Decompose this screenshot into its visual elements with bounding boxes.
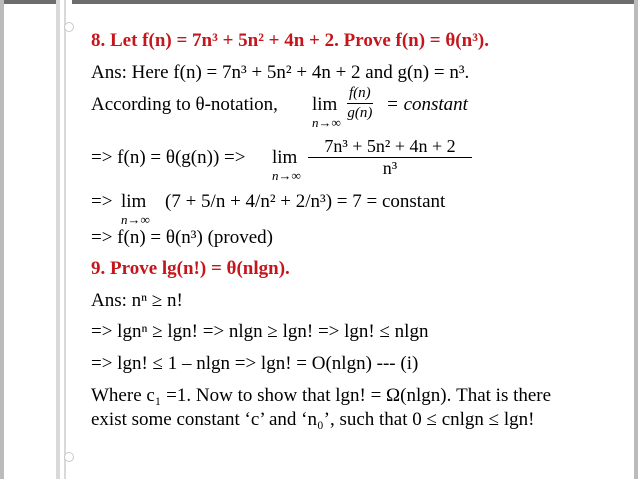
lim-subscript-3: n→∞ [121,212,150,227]
q9-line-2 [91,321,428,343]
q8-limit-body-text: (7 + 5/n + 4/n² + 2/n³) = 7 = constant [165,191,446,212]
q9-line-3-text: => lgn! ≤ 1 – nlgn => lgn! = O(nlgn) --- (i) [91,353,419,374]
q8-theta-prefix: => f(n) = θ(g(n)) => [91,147,246,168]
q8-conclusion-text: => f(n) = θ(n³) (proved) [91,227,273,248]
q8-according-text: According to θ-notation, [91,94,278,115]
fraction-1-denominator: g(n) [347,105,373,121]
decorative-rail [56,0,72,479]
lim-subscript-2: n→∞ [272,168,301,183]
limit-3 [121,191,150,227]
limit-2 [272,147,301,183]
fraction-f-over-g [347,84,373,123]
limit-1 [312,94,341,130]
q9-line-5 [91,409,534,431]
q9-line-3 [91,353,418,375]
q9-title [91,258,290,280]
rail-cap-bottom [64,452,74,462]
q9-line-4-text: Where c₁ =1. Now to show that lgn! = Ω(nlgn). That is there [91,385,552,406]
fraction-2-numerator: 7n³ + 5n² + 4n + 2 [308,136,472,158]
q8-theta-line [91,147,245,169]
q9-line-2-text: => lgnⁿ ≥ lgn! => nlgn ≥ lgn! => lgn! ≤ nlgn [91,321,429,342]
lim-label-1: lim [312,94,338,115]
q8-answer-line [91,62,469,84]
q9-title-text: 9. Prove lg(n!) = θ(nlgn). [91,258,290,279]
fraction-polynomial-over-n3 [308,136,472,179]
q8-conclusion [91,227,273,249]
slide-frame-top [0,0,638,4]
slide-frame-left [0,0,4,479]
fraction-1-numerator: f(n) [347,84,373,104]
equals-constant-text: = constant [386,94,468,115]
slide-frame-right [634,0,638,479]
lim-label-3: lim [121,191,147,212]
q9-line-1-text: Ans: nⁿ ≥ n! [91,290,183,311]
lim-label-2: lim [272,147,298,168]
equals-constant [386,94,468,116]
q8-title-text: 8. Let f(n) = 7n³ + 5n² + 4n + 2. Prove f(n) = θ(n³). [91,30,489,51]
q9-line-5-text: exist some constant ‘c’ and ‘n₀’, such that 0 ≤ cnlgn ≤ lgn! [91,409,535,430]
q8-according-line [91,94,278,116]
q8-title [91,30,489,52]
rail-cap-top [64,22,74,32]
q9-line-4 [91,385,551,407]
fraction-2-denominator: n³ [382,158,398,178]
q9-line-1 [91,290,183,312]
q8-limit-prefix: => [91,191,113,212]
q8-answer-text: Ans: Here f(n) = 7n³ + 5n² + 4n + 2 and g(n) = n³. [91,62,470,83]
q8-limit-body [165,191,445,213]
q8-limit-expression-line [91,191,112,213]
lim-subscript-1: n→∞ [312,115,341,130]
